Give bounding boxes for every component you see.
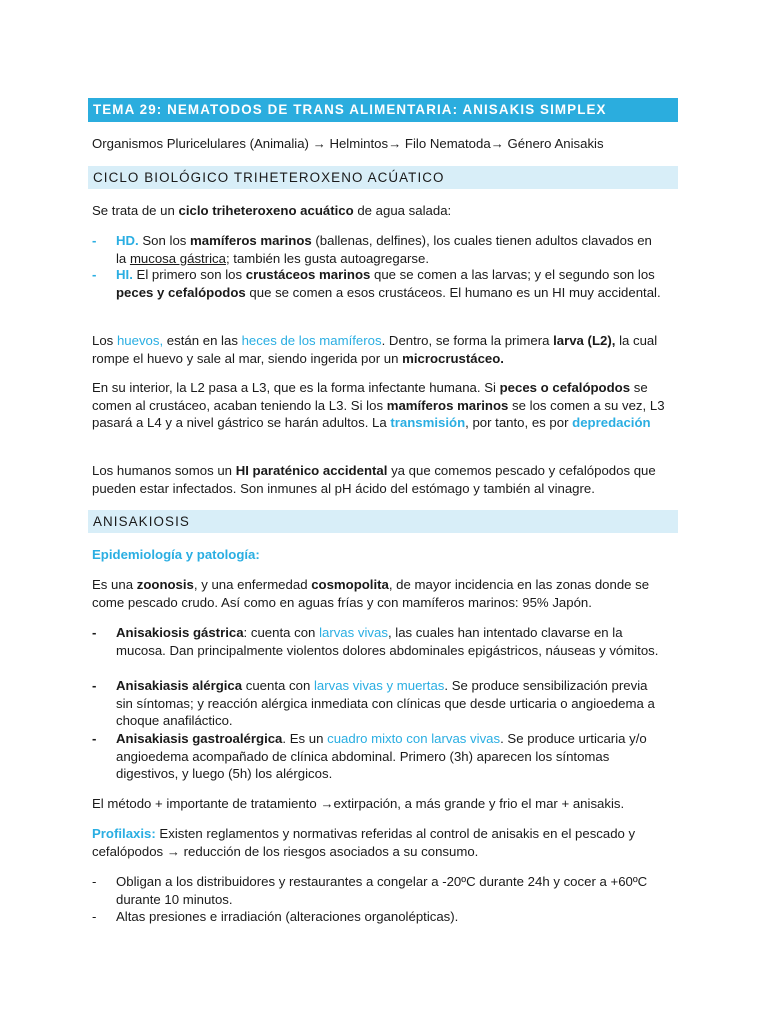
highlight-run: depredación <box>572 415 651 430</box>
bold-run: Anisakiasis gastroalérgica <box>116 731 283 746</box>
text-run: , por tanto, es por <box>465 415 573 430</box>
bold-run: mamíferos marinos <box>386 397 509 413</box>
list-item-text <box>116 232 664 267</box>
host-label: HD. <box>116 233 139 248</box>
list-item-text: Altas presiones e irradiación (alteraciones organolépticas). <box>116 909 459 924</box>
text-run: . Dentro, se forma la primera <box>381 333 554 348</box>
paragraph-tratamiento: El método + importante de tratamiento →extirpación, a más grande y frio el mar + anisakis. <box>92 796 625 811</box>
subheading-epidemiologia: Epidemiología y patología: <box>92 547 260 562</box>
text-run: . Es un <box>282 731 328 746</box>
bold-run: crustáceos marinos <box>245 267 371 282</box>
text-run: cuenta con <box>242 678 314 693</box>
text-run: , de mayor incidencia en las zonas donde se come pescado crudo. Así como en aguas frías y con mamíferos marinos: 95% Japón. <box>92 577 650 610</box>
highlight-run: huevos, <box>116 333 164 348</box>
bold-run: peces y cefalópodos <box>116 284 246 300</box>
list-item-text <box>116 266 664 301</box>
bold-run: ciclo triheteroxeno acuático <box>178 203 354 218</box>
text-run: de agua salada: <box>353 203 452 218</box>
paragraph-profilaxis <box>92 825 680 860</box>
bold-run: microcrustáceo. <box>402 350 504 366</box>
highlight-run: transmisión <box>390 415 466 430</box>
text-run: se comen al crustáceo, acaban teniendo la L3. Si los <box>92 380 648 413</box>
bold-run: HI paraténico accidental <box>235 463 388 478</box>
bold-run: Anisakiosis gástrica <box>116 625 244 640</box>
text-run: Los humanos somos un <box>92 463 236 478</box>
list-item-text <box>116 677 664 730</box>
host-label: HI. <box>116 267 133 282</box>
list-dash: - <box>92 625 97 640</box>
underlined-run: mucosa gástrica <box>129 250 226 266</box>
highlight-run: cuadro mixto con larvas vivas <box>327 731 501 746</box>
bold-run: cosmopolita <box>311 577 389 592</box>
text-run: que se comen a las larvas; y el segundo son los <box>370 267 655 282</box>
section-heading-anisakiosis: ANISAKIOSIS <box>88 510 678 533</box>
highlight-run: larvas vivas <box>319 625 388 640</box>
text-run: están en las <box>163 333 242 348</box>
text-run: que se comen a esos crustáceos. El humano es un HI muy accidental. <box>245 284 661 300</box>
text-run: la cual rompe el huevo y sale al mar, siendo ingerida por un <box>92 333 658 366</box>
text-run: Existen reglamentos y normativas referidas al control de anisakis en el pescado y cefalópodos → reducción de los riesgos asociados a su consumo. <box>92 826 636 859</box>
bold-run: mamíferos marinos <box>190 233 312 248</box>
text-run: En su interior, la L2 pasa a L3, que es la forma infectante humana. Si <box>92 380 500 395</box>
list-dash: - <box>92 267 97 282</box>
list-dash: - <box>92 233 97 248</box>
text-run: Se trata de un <box>92 203 179 218</box>
section-heading-ciclo: CICLO BIOLÓGICO TRIHETEROXENO ACÚATICO <box>88 166 678 189</box>
bold-run: zoonosis <box>136 577 194 592</box>
document-title: TEMA 29: NEMATODOS DE TRANS ALIMENTARIA: ANISAKIS SIMPLEX <box>88 98 678 122</box>
text-run: . Se produce urticaria y/o angioedema acompañado de clínica abdominal. Primero (3h) aparecen los síntomas digestivos, y luego (5h) los alérgicos. <box>116 731 647 781</box>
list-item-text: Obligan a los distribuidores y restaurantes a congelar a -20ºC durante 24h y cocer a +60ºC durante 10 minutos. <box>116 874 648 907</box>
list-dash: - <box>92 874 97 889</box>
bold-run: Anisakiasis alérgica <box>116 678 243 693</box>
text-run: , y una enfermedad <box>193 577 312 592</box>
ciclo-intro <box>92 202 680 220</box>
taxonomy-line: Organismos Pluricelulares (Animalia) → Helmintos→ Filo Nematoda→ Género Anisakis <box>92 136 604 151</box>
text-run: ya que comemos pescado y cefalópodos que pueden estar infectados. Son inmunes al pH ácido del estómago y también al vinagre. <box>92 463 656 496</box>
text-run: (ballenas, delfines), los cuales tienen adultos clavados en la <box>116 233 652 266</box>
text-run: Son los <box>138 233 191 248</box>
paragraph-interior <box>92 379 680 432</box>
list-dash: - <box>92 909 97 924</box>
bold-run: peces o cefalópodos <box>499 380 631 395</box>
profilaxis-label: Profilaxis: <box>92 826 156 841</box>
text-run: ; también les gusta autoagregarse. <box>225 250 430 266</box>
paragraph-humanos <box>92 462 680 497</box>
text-run: se los comen a su vez, L3 pasará a L4 y a nivel gástrico se harán adultos. La <box>92 397 665 430</box>
list-dash: - <box>92 731 97 746</box>
list-dash: - <box>92 678 97 693</box>
text-run: : cuenta con <box>243 625 320 640</box>
list-item-text <box>116 730 664 783</box>
text-run: , las cuales han intentado clavarse en la mucosa. Dan principalmente violentos dolores abdominales epigástricos, náuseas y vómitos. <box>116 625 659 658</box>
paragraph-huevos <box>92 332 680 367</box>
list-item-text <box>116 624 664 659</box>
text-run: El primero son los <box>132 267 246 282</box>
highlight-run: larvas vivas y muertas <box>313 678 445 693</box>
highlight-run: heces de los mamíferos <box>241 333 382 348</box>
bold-run: larva (L2), <box>553 333 616 348</box>
text-run: . Se produce sensibilización previa sin síntomas; y reacción alérgica inmediata con clínicas que desde urticaria o angioedema a choque anafiláctico. <box>116 678 655 728</box>
text-run: Los <box>92 333 117 348</box>
paragraph-zoonosis <box>92 576 680 611</box>
text-run: Es una <box>92 577 137 592</box>
